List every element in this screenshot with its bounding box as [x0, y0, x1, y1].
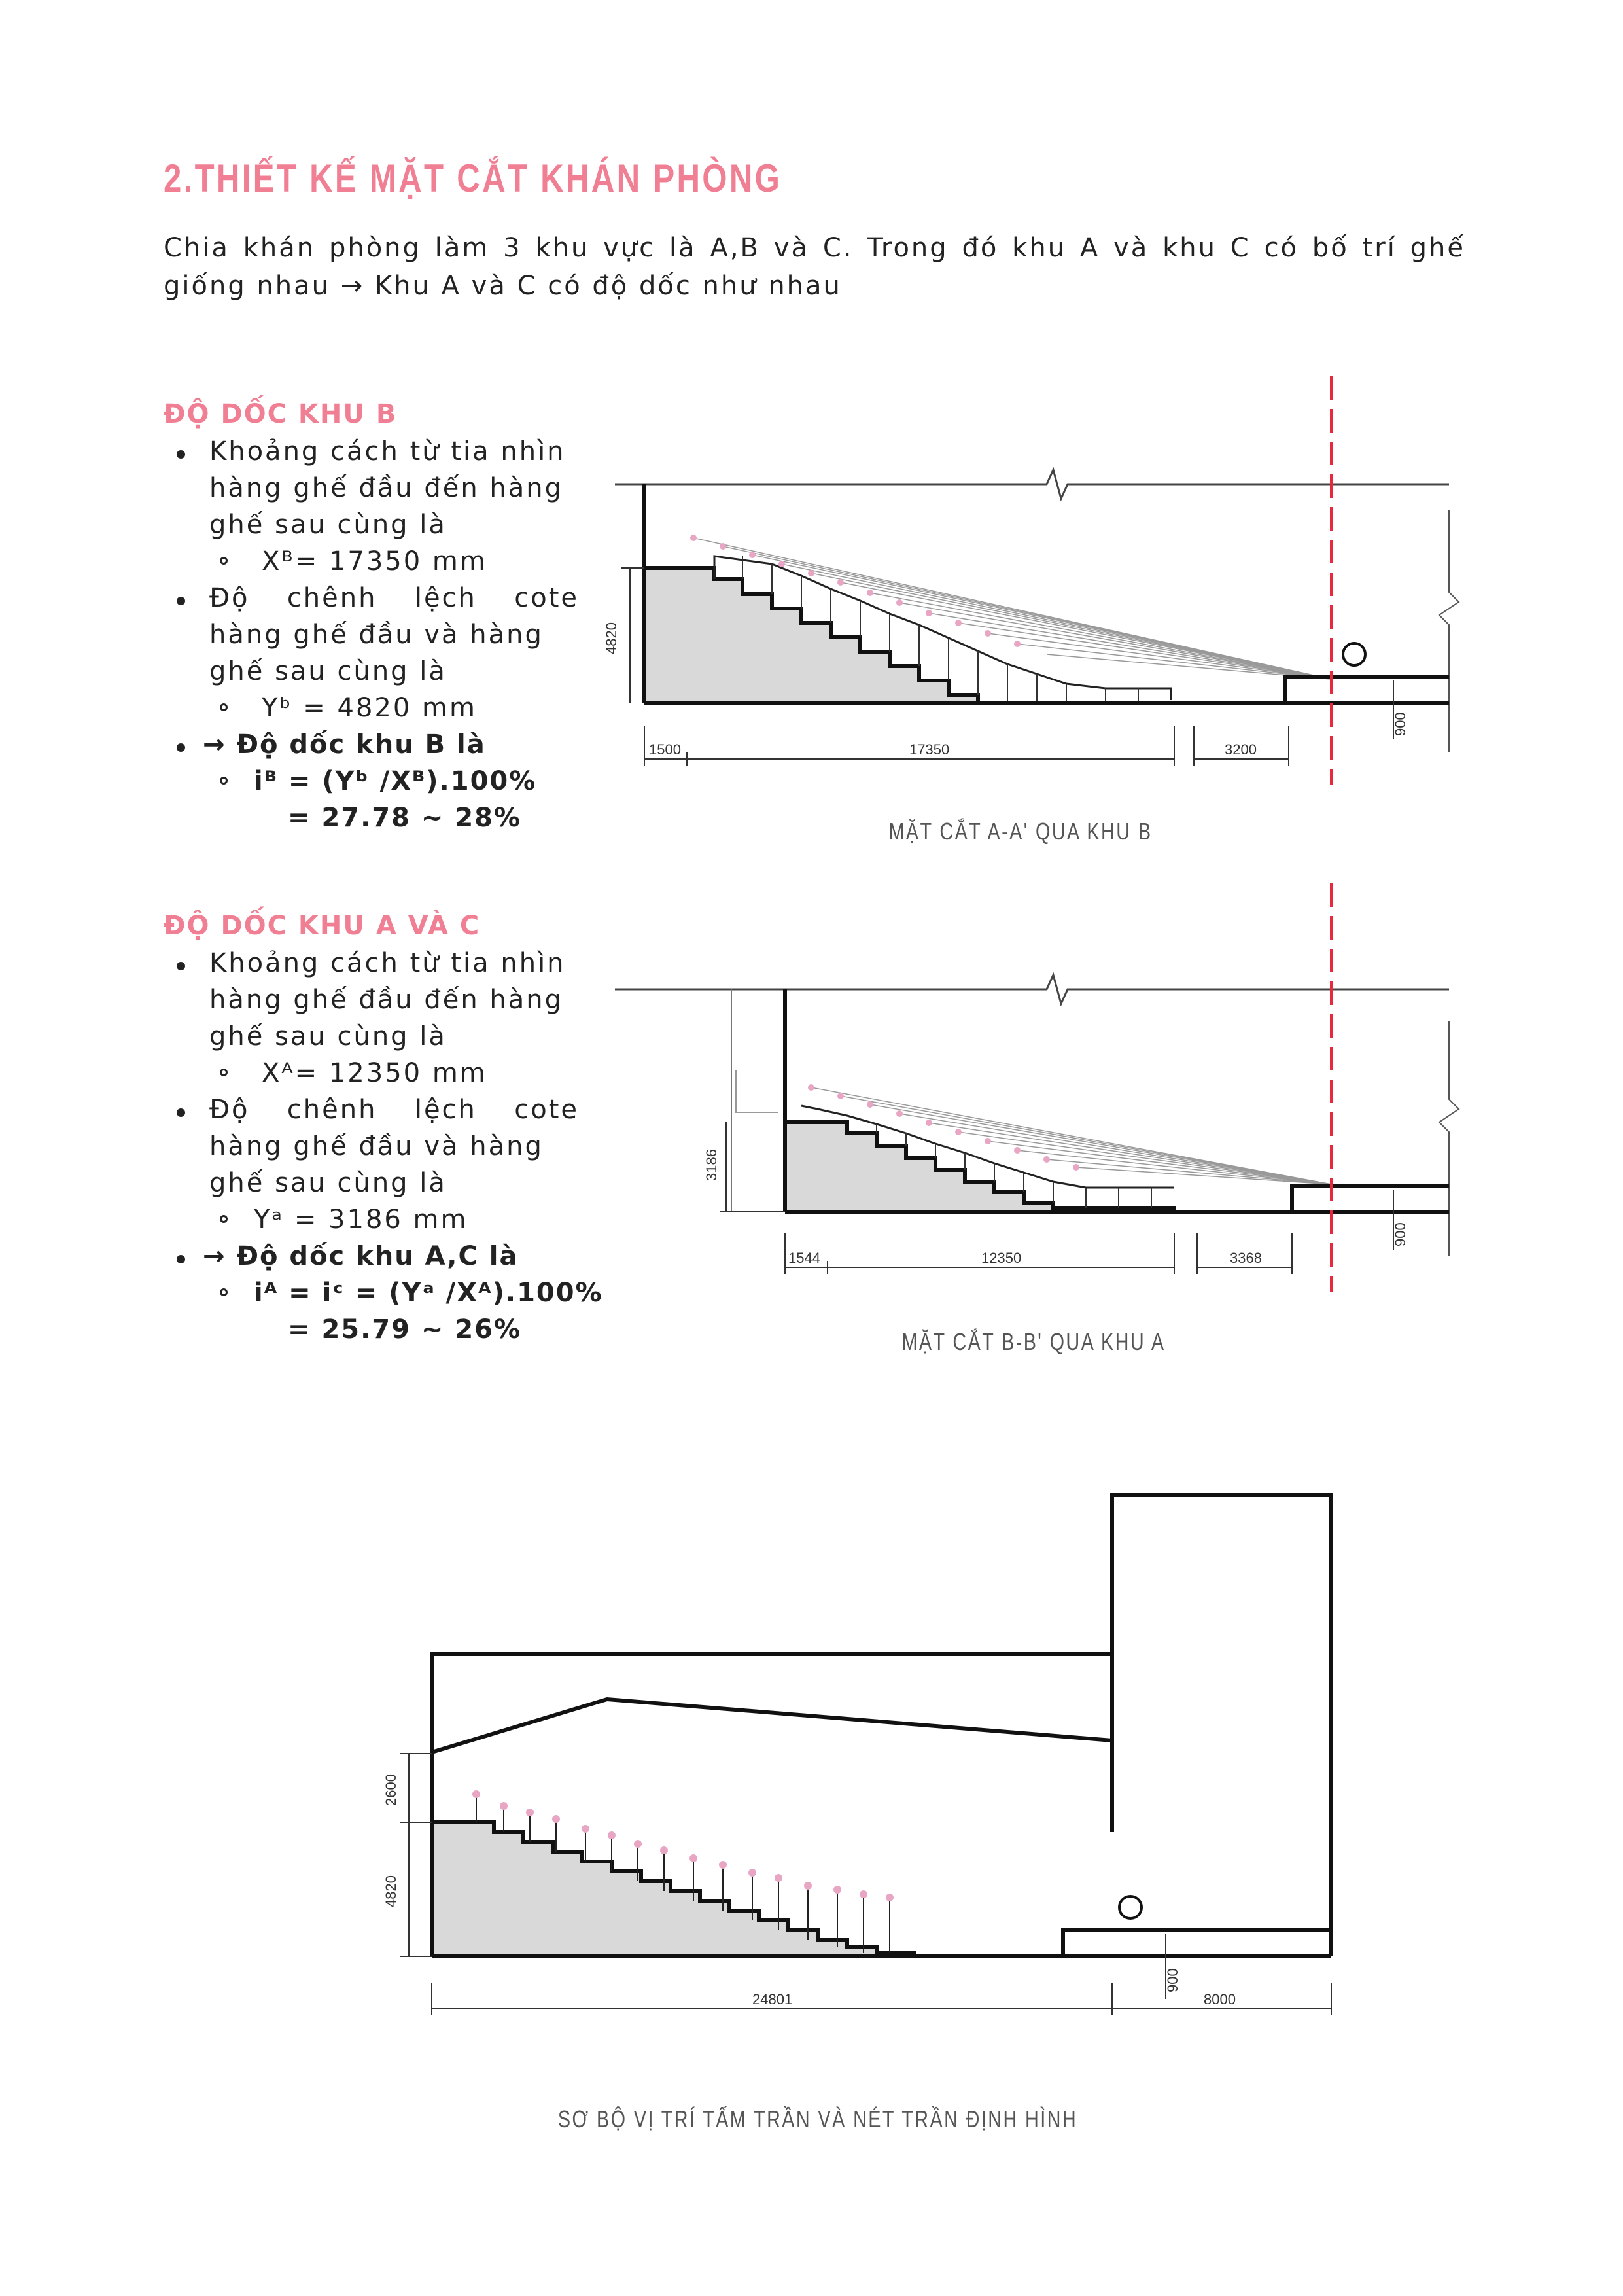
section-b-x-value: Xᴮ= 17350 mm	[262, 546, 487, 576]
ceiling-diagram	[366, 1479, 1374, 2041]
section-b-line: Khoảng cách từ tia nhìn	[209, 436, 566, 467]
upper-dimension: 2600	[383, 1774, 399, 1806]
section-b-line: ghế sau cùng là	[209, 510, 447, 540]
section-ac-result: = 25.79 ~ 26%	[288, 1315, 522, 1345]
section-diagram-a	[589, 877, 1465, 1302]
section-ac-line: hàng ghế đầu và hàng	[209, 1131, 544, 1161]
circle-bullet-icon	[220, 1215, 228, 1223]
section-ac-line: hàng ghế đầu đến hàng	[209, 985, 564, 1015]
stage-height-label: 900	[1392, 712, 1408, 736]
height-dimension: 3186	[703, 1149, 720, 1181]
circle-bullet-icon	[220, 1069, 228, 1076]
bullet-icon	[177, 1255, 185, 1263]
section-b-line: Độ chênh lệch cote	[209, 583, 579, 613]
section-b-result: = 27.78 ~ 28%	[288, 803, 522, 833]
bullet-icon	[177, 450, 185, 459]
dimension-label: 3200	[1225, 741, 1257, 758]
dimension-label: 24801	[752, 1991, 793, 2007]
section-b-formula: iᴮ = (Yᵇ /Xᴮ).100%	[254, 766, 537, 796]
diagram-b-caption: MẶT CẮT A-A' QUA KHU B	[888, 818, 1153, 845]
height-dimension: 4820	[603, 622, 620, 654]
stage-height-label: 900	[1164, 1968, 1181, 1992]
dimension-label: 3368	[1230, 1250, 1262, 1266]
section-ac-slope-label: → Độ dốc khu A,C là	[203, 1241, 519, 1271]
stage-height-label: 900	[1392, 1222, 1408, 1246]
circle-bullet-icon	[220, 1288, 228, 1296]
section-b-line: ghế sau cùng là	[209, 656, 447, 686]
section-b-slope-label: → Độ dốc khu B là	[203, 730, 486, 760]
dimension-label: 1544	[788, 1250, 820, 1266]
section-ac-line: ghế sau cùng là	[209, 1168, 447, 1198]
dimension-label: 12350	[981, 1250, 1022, 1266]
bullet-icon	[177, 962, 185, 970]
section-ac-heading: ĐỘ DỐC KHU A VÀ C	[164, 911, 481, 941]
section-b-heading: ĐỘ DỐC KHU B	[164, 399, 398, 429]
dimension-label: 17350	[909, 741, 950, 758]
height-dimension: 4820	[383, 1875, 399, 1907]
section-ac-line: ghế sau cùng là	[209, 1021, 447, 1051]
bullet-icon	[177, 597, 185, 605]
eye-point-label: O	[1370, 680, 1371, 681]
circle-bullet-icon	[220, 557, 228, 565]
section-diagram-b	[589, 366, 1465, 798]
section-ac-x-value: Xᴬ= 12350 mm	[262, 1058, 487, 1088]
circle-bullet-icon	[220, 777, 228, 785]
intro-paragraph: Chia khán phòng làm 3 khu vực là A,B và C. Trong đó khu A và khu C có bố trí ghế giống nhau → Khu A và C có độ dốc như nhau	[164, 233, 1465, 301]
dimension-label: 8000	[1204, 1991, 1236, 2007]
section-ac-line: Khoảng cách từ tia nhìn	[209, 948, 566, 978]
circle-bullet-icon	[220, 703, 228, 711]
bullet-icon	[177, 743, 185, 752]
section-ac-line: Độ chênh lệch cote	[209, 1095, 579, 1125]
bullet-icon	[177, 1108, 185, 1117]
page-title: 2.THIẾT KẾ MẶT CẮT KHÁN PHÒNG	[164, 156, 782, 200]
section-ac-formula: iᴬ = iᶜ = (Yᵃ /Xᴬ).100%	[254, 1278, 603, 1308]
section-ac-y-value: Yᵃ = 3186 mm	[254, 1205, 468, 1235]
section-b-line: hàng ghế đầu đến hàng	[209, 473, 564, 503]
section-b-line: hàng ghế đầu và hàng	[209, 620, 544, 650]
dimension-label: 1500	[649, 741, 681, 758]
section-b-y-value: Yᵇ = 4820 mm	[262, 693, 477, 723]
ceiling-diagram-caption: SƠ BỘ VỊ TRÍ TẤM TRẦN VÀ NÉT TRẦN ĐỊNH HÌNH	[557, 2106, 1078, 2132]
diagram-a-caption: MẶT CẮT B-B' QUA KHU A	[901, 1328, 1166, 1355]
